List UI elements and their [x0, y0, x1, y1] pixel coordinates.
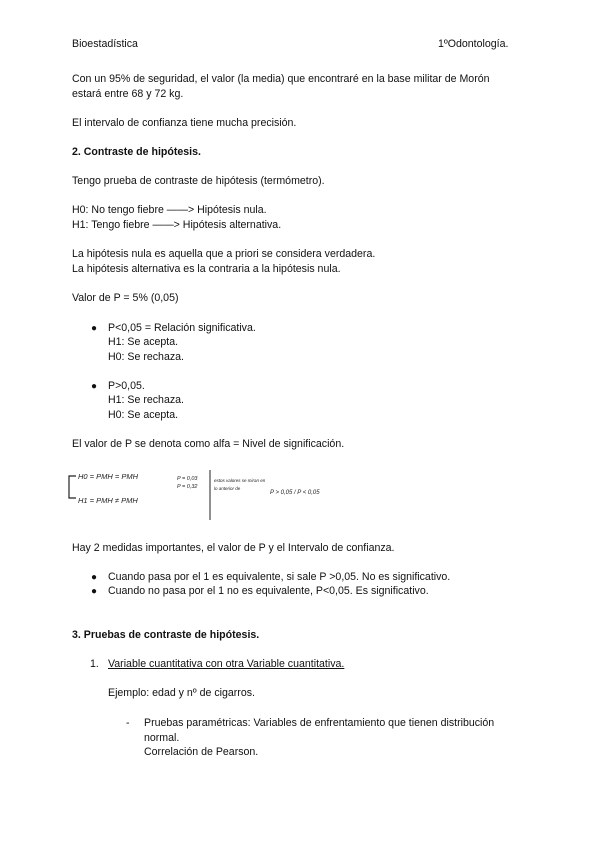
handwritten-p1: P = 0,03 — [177, 476, 198, 482]
parametric-line-2: normal. — [144, 732, 180, 744]
handwritten-h0: H0 = PMH = PMH — [78, 472, 139, 481]
item-1-heading: Variable cuantitativa con otra Variable cuantitativa. — [108, 658, 345, 670]
example-text: Ejemplo: edad y nº de cigarros. — [108, 687, 255, 699]
h0-text: H0: No tengo fiebre ——> Hipótesis nula. — [72, 204, 267, 216]
item-1-number: 1. — [90, 658, 99, 670]
bullet-2-h1: H1: Se rechaza. — [108, 394, 184, 406]
dash-marker: - — [126, 717, 130, 729]
header-left: Bioestadística — [72, 38, 138, 50]
ic-bullet-1: Cuando pasa por el 1 es equivalente, si sale P >0,05. No es significativo. — [108, 571, 451, 583]
bullet-2-main: P>0,05. — [108, 380, 145, 392]
bullet-1-main: P<0,05 = Relación significativa. — [108, 322, 256, 334]
intro-line-1: Con un 95% de seguridad, el valor (la media) que encontraré en la base militar de Morón — [72, 73, 490, 85]
bullet-dot: ● — [91, 572, 98, 583]
handwritten-p2: P = 0,32 — [177, 484, 198, 490]
h1-text: H1: Tengo fiebre ——> Hipótesis alternativa. — [72, 219, 282, 231]
bullet-1-h0: H0: Se rechaza. — [108, 351, 184, 363]
p-value-text: Valor de P = 5% (0,05) — [72, 292, 179, 304]
precision-text: El intervalo de confianza tiene mucha precisión. — [72, 117, 297, 129]
handwritten-note-1: estos valores se miran en — [214, 478, 266, 483]
section-3-title: 3. Pruebas de contraste de hipótesis. — [72, 629, 260, 641]
ic-bullet-2: Cuando no pasa por el 1 no es equivalente, P<0,05. Es significativo. — [108, 585, 429, 597]
pearson-text: Correlación de Pearson. — [144, 746, 259, 758]
null-definition: La hipótesis nula es aquella que a priori se considera verdadera. — [72, 248, 376, 260]
bullet-dot: ● — [91, 323, 98, 334]
alt-definition: La hipótesis alternativa es la contraria a la hipótesis nula. — [72, 263, 341, 275]
bullet-1-h1: H1: Se acepta. — [108, 336, 179, 348]
measures-text: Hay 2 medidas importantes, el valor de P y el Intervalo de confianza. — [72, 542, 395, 554]
handwritten-note-2: lo anterior de — [214, 486, 241, 491]
handwritten-note-3: P > 0,05 / P < 0,05 — [270, 490, 320, 496]
handwritten-sketch — [60, 462, 360, 532]
test-text: Tengo prueba de contraste de hipótesis (termómetro). — [72, 175, 325, 187]
intro-line-2: estará entre 68 y 72 kg. — [72, 88, 184, 100]
section-2-title: 2. Contraste de hipótesis. — [72, 146, 201, 158]
parametric-line-1: Pruebas paramétricas: Variables de enfrentamiento que tienen distribución — [144, 717, 495, 729]
header-right: 1ºOdontología. — [438, 38, 509, 50]
handwritten-h1: H1 = PMH ≠ PMH — [78, 496, 138, 505]
bullet-2-h0: H0: Se acepta. — [108, 409, 179, 421]
bullet-dot: ● — [91, 586, 98, 597]
bullet-dot: ● — [91, 381, 98, 392]
alpha-text: El valor de P se denota como alfa = Nivel de significación. — [72, 438, 345, 450]
